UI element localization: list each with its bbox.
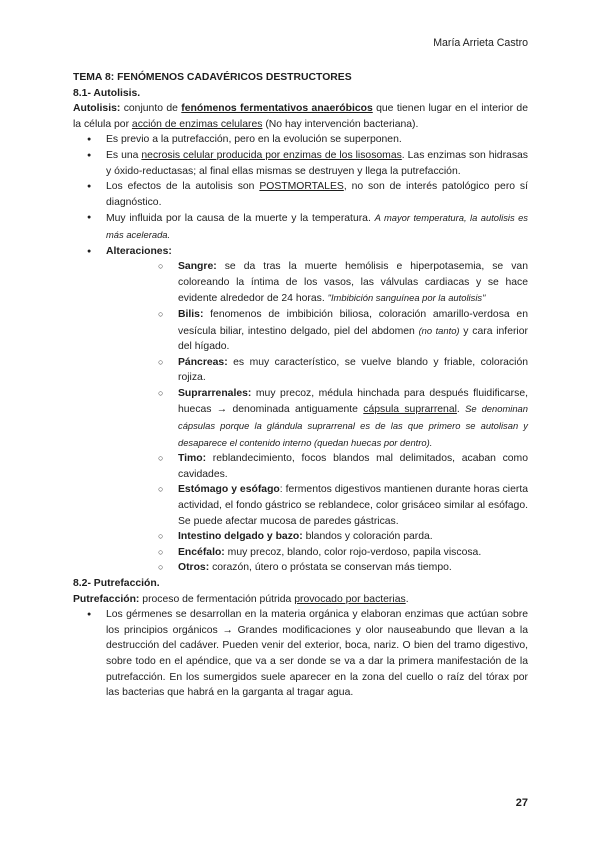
underlined-text: acción de enzimas celulares xyxy=(131,118,263,130)
alteracion-item xyxy=(139,529,528,545)
putrefaccion-definition xyxy=(73,592,528,608)
underlined-text: POSTMORTALES xyxy=(259,181,344,193)
alteracion-item xyxy=(139,307,528,355)
text: blandos y coloración parda. xyxy=(302,531,433,543)
autolisis-definition xyxy=(73,101,528,132)
list-item xyxy=(73,210,528,243)
term: Intestino delgado y bazo: xyxy=(178,531,303,543)
text: reblandecimiento, focos blandos mal delimitados, acaban como cavidades. xyxy=(178,453,528,480)
text: Muy influida por la causa de la muerte y la temperatura. xyxy=(106,213,375,225)
section-title-autolisis: 8.1- Autolisis. xyxy=(73,87,141,99)
term: Otros: xyxy=(178,562,210,574)
term: Estómago y esófago xyxy=(178,484,280,496)
alteraciones-list xyxy=(106,259,528,576)
document-body xyxy=(73,70,528,701)
underlined-text: necrosis celular producida por enzimas de los lisosomas xyxy=(141,149,402,161)
term: Alteraciones: xyxy=(106,245,172,257)
italic-text: (no tanto) xyxy=(418,324,460,336)
text: se da tras la muerte hemólisis e hiperpotasemia, se van coloreando la íntima de los vasos, las válvulas cardiacas y se hace evidente alrededor de 24 horas. xyxy=(178,261,528,305)
alteracion-item xyxy=(139,259,528,307)
underlined-text: cápsula suprarrenal xyxy=(363,404,457,416)
list-item xyxy=(73,179,528,210)
text: muy precoz, médula hinchada para después fluidificarse, huecas → denominada antiguamente xyxy=(178,387,528,416)
text: Es una xyxy=(106,149,142,161)
autolisis-list xyxy=(73,132,528,576)
italic-text: A mayor temperatura, la autolisis es más acelerada. xyxy=(106,212,528,240)
term: Timo: xyxy=(178,453,207,465)
alteracion-item xyxy=(139,545,528,561)
term: Páncreas: xyxy=(178,356,228,368)
term: Suprarrenales: xyxy=(178,387,252,399)
alteracion-item xyxy=(139,386,528,451)
text: conjunto de xyxy=(120,103,182,115)
italic-text: Se denominan cápsulas porque la glándula suprarrenal es de las que primero se autolisan y desaparece el contenido interno (quedan huecas por dentro). xyxy=(178,403,528,448)
alteracion-item xyxy=(139,560,528,576)
underlined-text: fenómenos fermentativos anaeróbicos xyxy=(181,103,373,115)
italic-text: "Imbibición sanguínea por la autolisis" xyxy=(327,292,486,304)
text: : fermentos digestivos mantienen durante horas cierta actividad, el fondo gástrico se reblandece, color grisáceo similar al esófago. Se puede afectar mucosa de paredes gástricas. xyxy=(178,484,529,527)
list-item: ● Los gérmenes se desarrollan en la materia orgánica y elaboran enzimas que actúan sobre los principios orgánicos → Grandes modificaciones y olor nauseabundo que llevan a la destrucción del cadáver. Pueden venir del exterior, boca, nariz. O bien del tramo digestivo, sobre todo en el apéndice, que va a ser donde se va a dar la primera manifestación de la putrefacción. En los sumergidos suele aparecer en la zona del cuello o raíz del tórax por las bacterias que habrá en la garganta al tragar agua. xyxy=(73,607,528,701)
putrefaccion-list xyxy=(73,607,528,701)
term: Encéfalo: xyxy=(178,546,225,558)
text: fenomenos de imbibición biliosa, coloración amarillo-verdosa en vesícula biliar, intestino delgado, piel del abdomen xyxy=(178,308,528,337)
text: es muy característico, se vuelve blando y friable, coloración rojiza. xyxy=(178,356,528,384)
term: Autolisis: xyxy=(73,103,121,115)
topic-title: TEMA 8: FENÓMENOS CADAVÉRICOS DESTRUCTORES xyxy=(73,72,352,83)
text: muy precoz, blando, color rojo-verdoso, papila viscosa. xyxy=(224,546,482,558)
underlined-text: provocado por bacterias xyxy=(294,593,406,605)
alteracion-item xyxy=(139,482,528,529)
author-name: María Arrieta Castro xyxy=(433,37,528,49)
text: , no son de interés patológico pero sí diagnóstico. xyxy=(106,181,529,208)
text: proceso de fermentación pútrida xyxy=(139,593,295,605)
text: Los efectos de la autolisis son xyxy=(106,181,260,193)
section-title-putrefaccion: 8.2- Putrefacción. xyxy=(73,578,160,589)
text: . xyxy=(456,404,466,416)
text: y cara inferior del hígado. xyxy=(178,325,528,353)
text: corazón, útero o próstata se conservan más tiempo. xyxy=(209,562,452,574)
page-number: 27 xyxy=(515,797,528,809)
term: Sangre: xyxy=(178,261,217,273)
term: Putrefacción: xyxy=(73,593,140,605)
text: que tienen lugar en el interior de la célula por xyxy=(73,103,528,130)
list-item: ● Es previo a la putrefacción, pero en la evolución se superponen. xyxy=(73,132,528,148)
list-item xyxy=(73,244,528,576)
text: . xyxy=(405,593,409,605)
text: . Las enzimas son hidrasas y óxido-reductasas; al final ellas mismas se destruyen y llega la putrefacción. xyxy=(106,149,528,177)
list-item xyxy=(73,148,528,179)
term: Bilis: xyxy=(178,308,204,320)
alteracion-item xyxy=(139,451,528,482)
text: (No hay intervención bacteriana). xyxy=(262,118,419,130)
alteracion-item xyxy=(139,355,528,386)
